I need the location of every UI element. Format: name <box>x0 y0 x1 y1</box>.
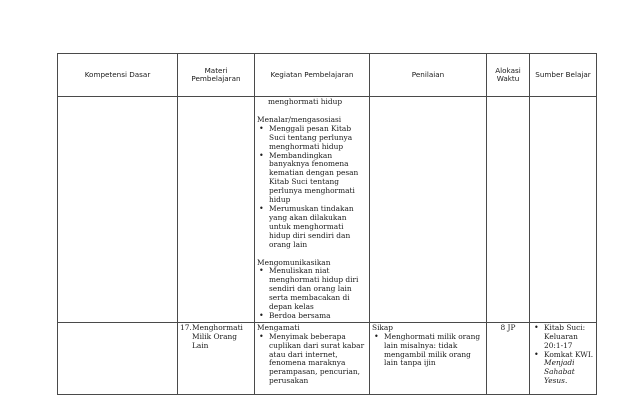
sikap-heading: Sikap <box>372 322 394 332</box>
cell-alokasi-empty <box>487 97 530 323</box>
cell-materi-empty <box>178 97 255 323</box>
table-row <box>58 97 597 323</box>
list-item: • Membandingkan banyaknya fenomena kematian dengan pesan Kitab Suci tentang perlunya menghormati hidup <box>257 152 367 205</box>
cell-kegiatan-continued <box>255 97 370 323</box>
cell-kompetensi-empty <box>58 97 178 323</box>
continued-text: menghormati hidup <box>268 97 343 106</box>
list-item: • Menuliskan niat menghormati hidup diri sendiri dan orang lain serta membacakan di depan kelas <box>257 267 367 312</box>
table-row <box>58 322 597 394</box>
mengamati-list <box>257 333 367 386</box>
cell-sumber-empty <box>530 97 597 323</box>
list-item: • Menggali pesan Kitab Suci tentang perlunya menghormati hidup <box>257 125 367 152</box>
list-item: • Merumuskan tindakan yang akan dilakukan untuk menghormati hidup diri sendiri dan orang lain <box>257 205 367 250</box>
header-penilaian: Penilaian <box>370 54 487 97</box>
cell-penilaian-empty <box>370 97 487 323</box>
header-materi-pembelajaran: Materi Pembelajaran <box>178 54 255 97</box>
mengomunikasikan-list <box>257 267 367 320</box>
sumber-text: Komkat KWI. <box>544 349 594 359</box>
cell-kegiatan-mengamati <box>255 322 370 394</box>
menalar-heading: Menalar/mengasosiasi <box>257 114 342 124</box>
list-item: • Menghormati milik orang lain misalnya: tidak mengambil milik orang lain tanpa ijin <box>372 333 484 369</box>
materi-title: Menghormati Milik Orang Lain <box>192 322 243 350</box>
header-kompetensi-dasar: Kompetensi Dasar <box>58 54 178 97</box>
sumber-list <box>532 324 594 386</box>
list-item: • Berdoa bersama <box>257 312 367 321</box>
cell-alokasi-waktu: 8 JP <box>487 322 530 394</box>
cell-kompetensi-empty <box>58 322 178 394</box>
list-item: • Menyimak beberapa cuplikan dari surat kabar atau dari internet, fenomena maraknya perampasan, pencurian, perusakan <box>257 333 367 386</box>
sumber-italic-title: Menjadi Sahabat Yesus. <box>544 358 575 386</box>
cell-penilaian-sikap <box>370 322 487 394</box>
header-alokasi-waktu: Alokasi Waktu <box>487 54 530 97</box>
list-item <box>532 351 594 387</box>
mengomunikasikan-heading: Mengomunikasikan <box>257 257 331 267</box>
cell-materi-17 <box>178 322 255 394</box>
mengamati-heading: Mengamati <box>257 322 300 332</box>
materi-number: 17. <box>180 322 192 332</box>
sikap-list <box>372 333 484 369</box>
cell-sumber-belajar <box>530 322 597 394</box>
list-item: • Kitab Suci: Keluaran 20:1-17 <box>532 324 594 351</box>
table-header-row <box>58 54 597 97</box>
header-sumber-belajar: Sumber Belajar <box>530 54 597 97</box>
syllabus-table <box>57 53 597 395</box>
menalar-list <box>257 125 367 250</box>
header-kegiatan-pembelajaran: Kegiatan Pembelajaran <box>255 54 370 97</box>
